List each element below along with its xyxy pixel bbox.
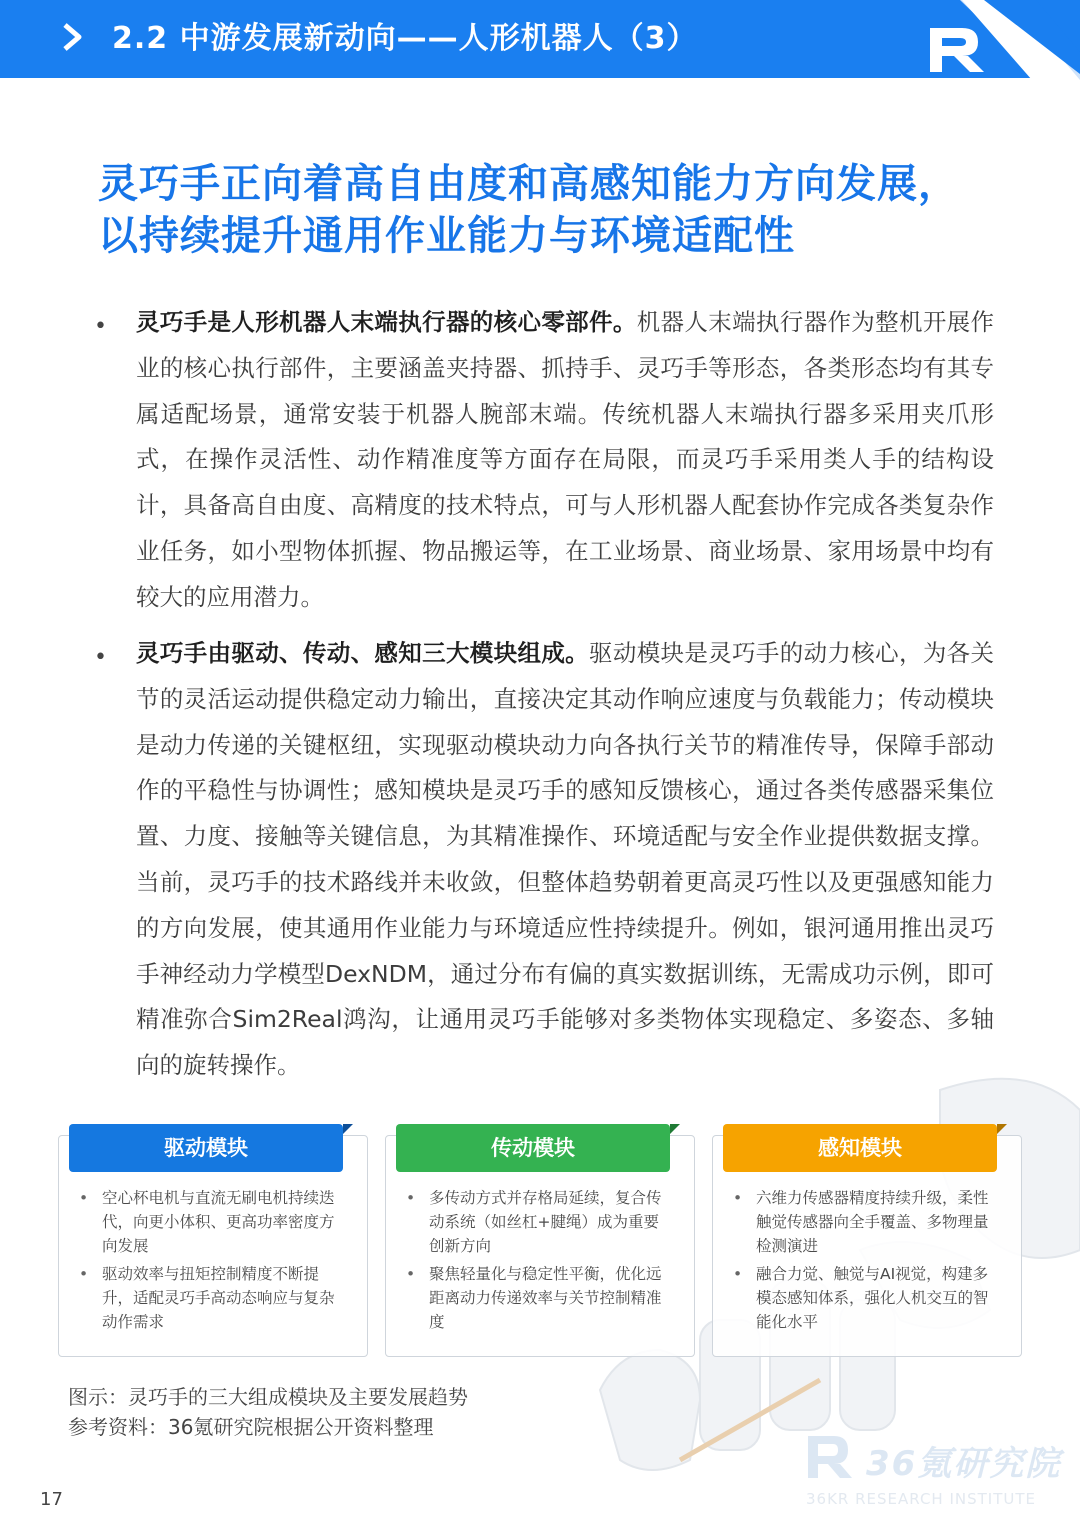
- bullet-icon: •: [94, 645, 107, 670]
- list-item: • 融合力觉、触觉与AI视觉，构建多模态感知体系，强化人机交互的智能化水平: [733, 1265, 989, 1331]
- bullet-body: 机器人末端执行器作为整机开展作业的核心执行部件，主要涵盖夹持器、抓持手、灵巧手等形态，各类形态均有其专属适配场景，通常安装于机器人腕部末端。传统机器人末端执行器多采用夹爪形式，在操作灵活性、动作精准度等方面存在局限，而灵巧手采用类人手的结构设计，具备高自由度、高精度的技术特点，可与人形机器人配套协作完成各类复杂作业任务，如小型物体抓握、物品搬运等，在工业场景、商业场景、家用场景中均有较大的应用潜力。: [136, 308, 995, 611]
- tab-fold-shape: [670, 1124, 680, 1134]
- list-item: • 空心杯电机与直流无刷电机持续迭代，向更小体积、更高功率密度方向发展: [79, 1189, 335, 1255]
- source-caption: 参考资料：36氪研究院根据公开资料整理: [68, 1415, 434, 1439]
- watermark-subtext: 36KR RESEARCH INSTITUTE: [806, 1490, 1037, 1508]
- module-title-drive: 驱动模块: [69, 1124, 343, 1172]
- list-item: • 多传动方式并存格局延续，复合传动系统（如丝杠+腱绳）成为重要创新方向: [406, 1189, 662, 1255]
- module-card-transmission: [385, 1135, 695, 1357]
- bullet-icon: •: [94, 314, 107, 339]
- list-item: • 聚焦轻量化与稳定性平衡，优化远距离动力传递效率与关节控制精准度: [406, 1265, 662, 1331]
- list-item: • 六维力传感器精度持续升级，柔性触觉传感器向全手覆盖、多物理量检测演进: [733, 1189, 989, 1255]
- section-title: 2.2 中游发展新动向——人形机器人（3）: [112, 21, 698, 56]
- module-title-perception: 感知模块: [723, 1124, 997, 1172]
- headline-line-1: 灵巧手正向着高自由度和高感知能力方向发展，: [98, 161, 959, 207]
- module-title-transmission: 传动模块: [396, 1124, 670, 1172]
- 36kr-r-logo-icon: [900, 0, 1080, 96]
- list-item: • 驱动效率与扭矩控制精度不断提升，适配灵巧手高动态响应与复杂动作需求: [79, 1265, 335, 1331]
- page-number: 17: [40, 1489, 63, 1510]
- tab-fold-shape: [997, 1124, 1007, 1134]
- bullet-paragraph-2: [136, 631, 994, 1089]
- headline-line-2: 以持续提升通用作业能力与环境适配性: [98, 213, 795, 259]
- bullet-body: 驱动模块是灵巧手的动力核心，为各关节的灵活运动提供稳定动力输出，直接决定其动作响应速度与负载能力；传动模块是动力传递的关键枢纽，实现驱动模块动力向各执行关节的精准传导，保障手部动作的平稳性与协调性；感知模块是灵巧手的感知反馈核心，通过各类传感器采集位置、力度、接触等关键信息，为其精准操作、环境适配与安全作业提供数据支撑。当前，灵巧手的技术路线并未收敛，但整体趋势朝着更高灵巧性以及更强感知能力的方向发展，使其通用作业能力与环境适应性持续提升。例如，银河通用推出灵巧手神经动力学模型DexNDM，通过分布有偏的真实数据训练，无需成功示例，即可精准弥合Sim2Real鸿沟，让通用灵巧手能够对多类物体实现稳定、多姿态、多轴向的旋转操作。: [136, 639, 995, 1080]
- bullet-lead: 灵巧手由驱动、传动、感知三大模块组成。: [136, 639, 590, 667]
- watermark-text: 36氪研究院: [866, 1444, 1062, 1484]
- chevron-right-icon: [62, 22, 84, 60]
- module-card-perception: [712, 1135, 1022, 1357]
- page-headline: [98, 158, 998, 262]
- bullet-paragraph-1: [136, 300, 994, 621]
- bullet-lead: 灵巧手是人形机器人末端执行器的核心零部件。: [136, 308, 637, 336]
- watermark-logo-icon: [806, 1434, 854, 1480]
- tab-fold-shape: [343, 1124, 353, 1134]
- module-card-drive: [58, 1135, 368, 1357]
- figure-caption: 图示：灵巧手的三大组成模块及主要发展趋势: [68, 1385, 468, 1409]
